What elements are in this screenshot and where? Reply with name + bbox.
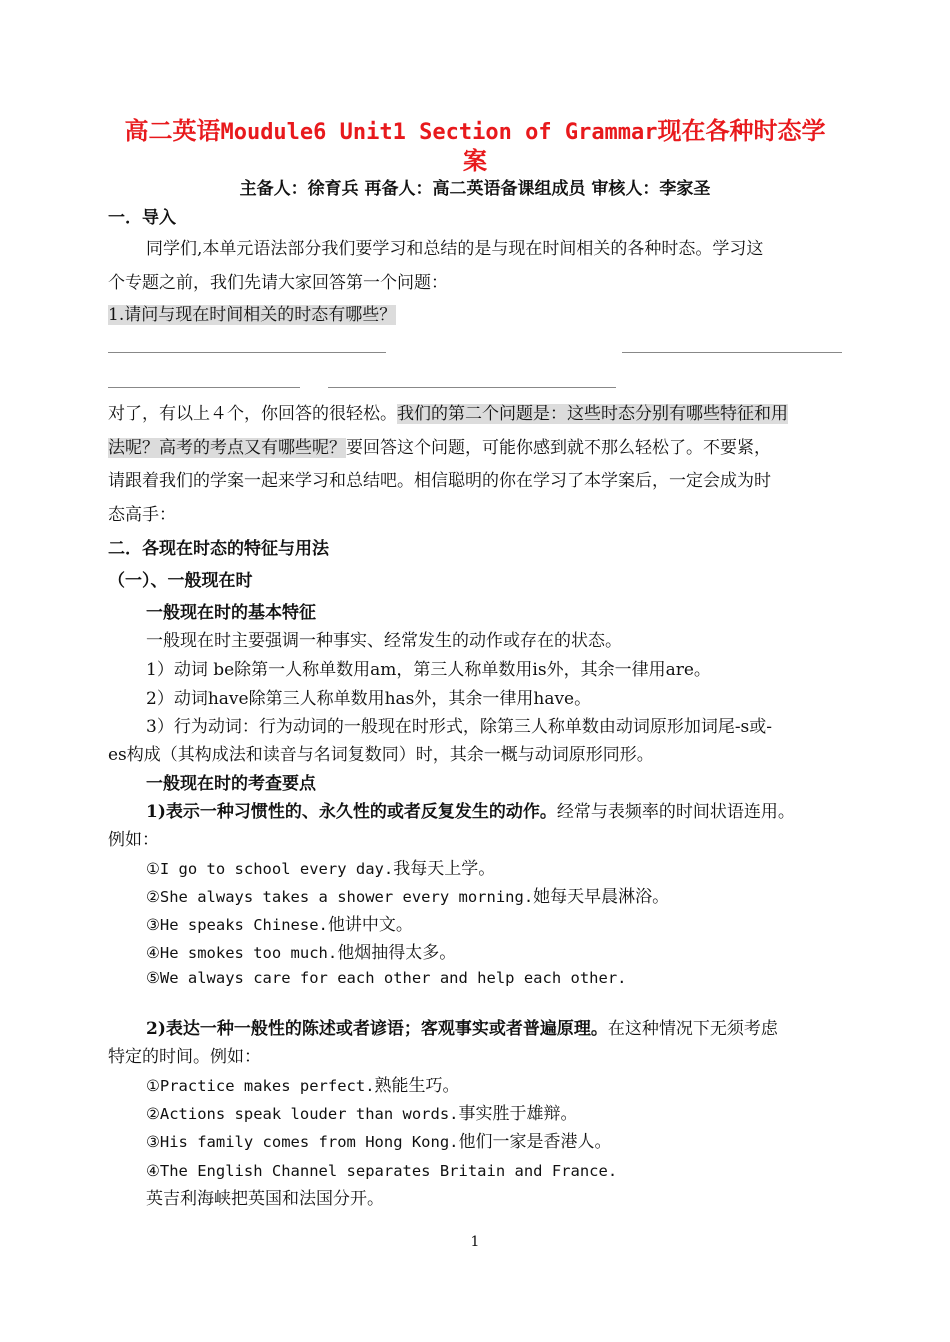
example-en: ②She always takes a shower every morning. — [146, 888, 534, 906]
example-en: ④He smokes too much. — [146, 944, 338, 962]
text-span: 经常与表频率的时间状语连用。 — [556, 802, 795, 822]
example-en: ④The English Channel separates Britain and France. — [146, 1162, 618, 1180]
rule-item: 1）动词 be除第一人称单数用am，第三人称单数用is外，其余一律用are。 — [146, 660, 711, 680]
example-zh: 熟能生巧。 — [374, 1076, 460, 1096]
example-en: ①Practice makes perfect. — [146, 1077, 375, 1095]
example-line — [146, 940, 456, 966]
example-line — [146, 884, 669, 910]
section-heading: 一．导入 — [108, 208, 176, 228]
example-line — [146, 965, 627, 991]
example-zh: 他烟抽得太多。 — [337, 943, 457, 963]
doc-title-line2: 案 — [463, 146, 487, 175]
paragraph-line: 个专题之前，我们先请大家回答第一个问题： — [108, 273, 448, 293]
example-line — [146, 1073, 460, 1099]
example-en: ⑤We always care for each other and help each other. — [146, 969, 627, 987]
usage-point — [146, 1016, 778, 1042]
highlighted-question: 1.请问与现在时间相关的时态有哪些？ — [108, 305, 397, 325]
example-line — [146, 912, 413, 938]
paragraph-line: 一般现在时主要强调一种事实、经常发生的动作或存在的状态。 — [146, 631, 622, 651]
sub-heading: 一般现在时的基本特征 — [146, 603, 316, 623]
title-part: 现在各种时态学 — [657, 116, 826, 145]
paragraph-line: 例如： — [108, 830, 159, 850]
example-zh: 我每天上学。 — [393, 859, 496, 879]
question-line — [108, 302, 396, 328]
usage-point — [146, 799, 795, 825]
highlighted-text: 我们的第二个问题是：这些时态分别有哪些特征和用 — [397, 404, 788, 424]
rule-item: 2）动词have除第三人称单数用has外，其余一律用have。 — [146, 689, 592, 709]
authors-line: 主备人：徐育兵 再备人：高二英语备课组成员 审核人：李家圣 — [239, 179, 711, 199]
paragraph-line: 态高手： — [108, 505, 176, 525]
doc-title — [0, 115, 950, 149]
example-en: ①I go to school every day. — [146, 860, 394, 878]
answer-blank[interactable] — [328, 387, 616, 388]
rule-item: 3）行为动词：行为动词的一般现在时形式，除第三人称单数由动词原形加词尾-s或- — [146, 717, 773, 737]
example-line — [146, 1158, 617, 1184]
highlighted-text: 法呢？高考的考点又有哪些呢？ — [108, 438, 346, 458]
example-zh: 事实胜于雄辩。 — [458, 1104, 578, 1124]
answer-blank[interactable] — [108, 387, 300, 388]
text-span: 在这种情况下无须考虑 — [607, 1019, 778, 1039]
example-en: ③His family comes from Hong Kong. — [146, 1133, 459, 1151]
usage-title: 1)表示一种习惯性的、永久性的或者反复发生的动作。 — [146, 802, 557, 822]
title-part: Moudule6 Unit1 Section of Grammar — [220, 120, 658, 145]
sub-heading: 一般现在时的考查要点 — [146, 774, 316, 794]
paragraph-line: 特定的时间。例如： — [108, 1047, 261, 1067]
example-zh: 她每天早晨淋浴。 — [533, 887, 670, 907]
example-line — [146, 1101, 578, 1127]
example-line — [146, 856, 495, 882]
usage-title: 2)表达一种一般性的陈述或者谚语；客观事实或者普遍原理。 — [146, 1019, 608, 1039]
subsection-heading: （一）、一般现在时 — [108, 571, 253, 591]
title-part: 高二英语 — [124, 116, 221, 145]
page-number: 1 — [470, 1234, 480, 1250]
example-en: ③He speaks Chinese. — [146, 916, 328, 934]
paragraph-line — [108, 401, 788, 427]
rule-item-cont: es构成（其构成法和读音与名词复数同）时，其余一概与动词原形同形。 — [108, 745, 654, 765]
answer-blank[interactable] — [622, 352, 842, 353]
paragraph-line — [108, 435, 771, 461]
example-line — [146, 1129, 612, 1155]
example-en: ②Actions speak louder than words. — [146, 1105, 459, 1123]
text-span: 要回答这个问题，可能你感到就不那么轻松了。不要紧， — [346, 438, 771, 458]
paragraph-line: 同学们,本单元语法部分我们要学习和总结的是与现在时间相关的各种时态。学习这 — [146, 239, 764, 259]
text-span: 对了，有以上４个，你回答的很轻松。 — [108, 404, 397, 424]
section-heading: 二．各现在时态的特征与用法 — [108, 539, 329, 559]
example-zh: 他们一家是香港人。 — [458, 1132, 612, 1152]
example-zh: 他讲中文。 — [327, 915, 413, 935]
paragraph-line: 请跟着我们的学案一起来学习和总结吧。相信聪明的你在学习了本学案后，一定会成为时 — [108, 471, 771, 491]
answer-blank[interactable] — [108, 352, 386, 353]
example-translation: 英吉利海峡把英国和法国分开。 — [146, 1189, 384, 1209]
